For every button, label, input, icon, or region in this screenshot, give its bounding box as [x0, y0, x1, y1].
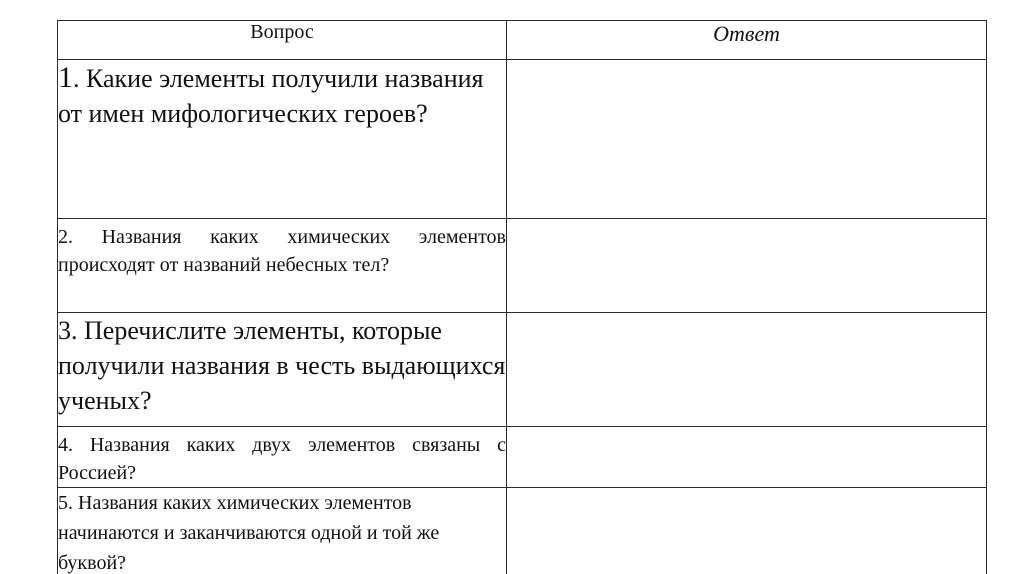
answer-cell-1[interactable] — [507, 60, 987, 219]
question-cell-1 — [58, 60, 507, 219]
question-text-5: 5. Названия каких химических элементов начинаются и заканчиваются одной и той же буквой? — [58, 492, 440, 574]
table-row — [58, 313, 987, 427]
table-row — [58, 60, 987, 219]
question-text-3: 3. Перечислите элементы, которые получили названия в честь выдающихся ученых? — [58, 316, 506, 415]
question-body-1: . Какие элементы получили названия от имен мифологических героев? — [58, 64, 484, 128]
qa-table — [57, 20, 987, 574]
header-question: Вопрос — [58, 21, 507, 60]
answer-cell-5[interactable] — [507, 488, 987, 574]
answer-cell-3[interactable] — [507, 313, 987, 427]
table-row — [58, 219, 987, 313]
question-number-1: 1 — [58, 61, 73, 94]
question-text-2: 2. Названия каких химических элементов происходят от названий небесных тел? — [58, 226, 506, 276]
question-cell-5 — [58, 488, 507, 574]
answer-cell-4[interactable] — [507, 427, 987, 488]
table-row — [58, 488, 987, 574]
question-text-4: 4. Названия каких двух элементов связаны с Россией? — [58, 434, 506, 484]
question-cell-3 — [58, 313, 507, 427]
question-cell-4 — [58, 427, 507, 488]
question-cell-2 — [58, 219, 507, 313]
header-answer: Ответ — [507, 21, 987, 60]
table-row — [58, 427, 987, 488]
question-text-1 — [58, 60, 506, 131]
answer-cell-2[interactable] — [507, 219, 987, 313]
table-header-row — [58, 21, 987, 60]
